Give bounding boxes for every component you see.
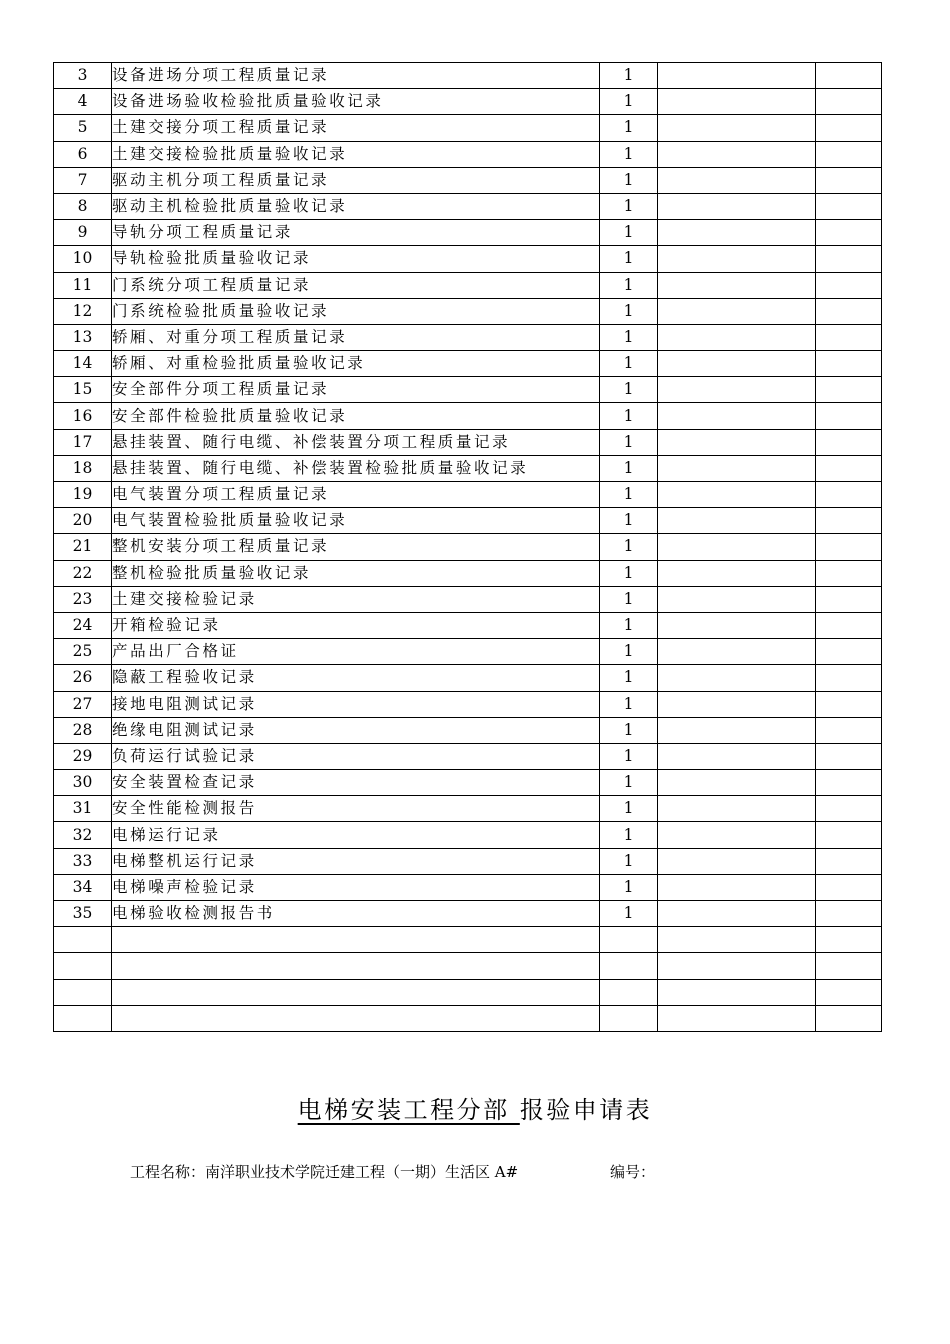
record-name-cell xyxy=(112,1005,600,1031)
blank-cell xyxy=(658,717,816,743)
table-row xyxy=(54,665,882,691)
remarks-cell xyxy=(816,482,882,508)
quantity-cell: 1 xyxy=(600,429,658,455)
table-row xyxy=(54,822,882,848)
row-number-cell xyxy=(54,953,112,979)
quantity-cell: 1 xyxy=(600,455,658,481)
row-number-cell: 31 xyxy=(54,796,112,822)
table-row xyxy=(54,351,882,377)
record-name-cell: 门系统分项工程质量记录 xyxy=(112,272,600,298)
blank-cell xyxy=(658,455,816,481)
row-number-cell: 10 xyxy=(54,246,112,272)
project-name-label: 工程名称： xyxy=(130,1163,206,1181)
record-name-cell: 电梯验收检测报告书 xyxy=(112,901,600,927)
table-row xyxy=(54,586,882,612)
blank-cell xyxy=(658,874,816,900)
row-number-cell: 27 xyxy=(54,691,112,717)
table-row xyxy=(54,560,882,586)
blank-cell xyxy=(658,377,816,403)
record-name-cell: 接地电阻测试记录 xyxy=(112,691,600,717)
table-row xyxy=(54,717,882,743)
row-number-cell: 30 xyxy=(54,770,112,796)
row-number-cell: 11 xyxy=(54,272,112,298)
row-number-cell: 29 xyxy=(54,743,112,769)
remarks-cell xyxy=(816,796,882,822)
remarks-cell xyxy=(816,220,882,246)
quantity-cell: 1 xyxy=(600,560,658,586)
blank-cell xyxy=(658,665,816,691)
remarks-cell xyxy=(816,874,882,900)
table-row xyxy=(54,272,882,298)
row-number-cell: 19 xyxy=(54,482,112,508)
table-row xyxy=(54,691,882,717)
quantity-cell: 1 xyxy=(600,770,658,796)
blank-cell xyxy=(658,927,816,953)
record-name-cell: 电气装置分项工程质量记录 xyxy=(112,482,600,508)
remarks-cell xyxy=(816,953,882,979)
row-number-cell: 13 xyxy=(54,324,112,350)
remarks-cell xyxy=(816,822,882,848)
table-row xyxy=(54,429,882,455)
remarks-cell xyxy=(816,455,882,481)
record-name-cell xyxy=(112,979,600,1005)
table-row xyxy=(54,167,882,193)
record-name-cell: 土建交接检验记录 xyxy=(112,586,600,612)
quantity-cell xyxy=(600,1005,658,1031)
blank-cell xyxy=(658,822,816,848)
remarks-cell xyxy=(816,639,882,665)
table-row xyxy=(54,403,882,429)
table-row xyxy=(54,63,882,89)
blank-cell xyxy=(658,770,816,796)
blank-cell xyxy=(658,901,816,927)
quantity-cell xyxy=(600,953,658,979)
row-number-cell: 18 xyxy=(54,455,112,481)
row-number-cell: 25 xyxy=(54,639,112,665)
quantity-cell: 1 xyxy=(600,272,658,298)
remarks-cell xyxy=(816,927,882,953)
remarks-cell xyxy=(816,691,882,717)
form-title-rest: 报验申请表 xyxy=(519,1096,653,1124)
quantity-cell: 1 xyxy=(600,193,658,219)
remarks-cell xyxy=(816,848,882,874)
quantity-cell: 1 xyxy=(600,324,658,350)
blank-cell xyxy=(658,220,816,246)
table-row xyxy=(54,953,882,979)
table-row xyxy=(54,874,882,900)
blank-cell xyxy=(658,1005,816,1031)
record-name-cell: 电气装置检验批质量验收记录 xyxy=(112,508,600,534)
remarks-cell xyxy=(816,1005,882,1031)
table-row xyxy=(54,246,882,272)
quantity-cell: 1 xyxy=(600,482,658,508)
quantity-cell: 1 xyxy=(600,351,658,377)
row-number-cell: 5 xyxy=(54,115,112,141)
table-row xyxy=(54,927,882,953)
record-name-cell: 驱动主机检验批质量验收记录 xyxy=(112,193,600,219)
quantity-cell: 1 xyxy=(600,717,658,743)
records-table-body xyxy=(54,63,882,1032)
table-row xyxy=(54,534,882,560)
quantity-cell: 1 xyxy=(600,665,658,691)
table-row xyxy=(54,455,882,481)
remarks-cell xyxy=(816,403,882,429)
table-row xyxy=(54,298,882,324)
blank-cell xyxy=(658,246,816,272)
record-name-cell: 开箱检验记录 xyxy=(112,612,600,638)
remarks-cell xyxy=(816,89,882,115)
row-number-cell: 12 xyxy=(54,298,112,324)
table-row xyxy=(54,901,882,927)
row-number-cell: 8 xyxy=(54,193,112,219)
record-name-cell: 轿厢、对重检验批质量验收记录 xyxy=(112,351,600,377)
blank-cell xyxy=(658,115,816,141)
remarks-cell xyxy=(816,612,882,638)
quantity-cell: 1 xyxy=(600,220,658,246)
record-name-cell: 负荷运行试验记录 xyxy=(112,743,600,769)
table-row xyxy=(54,848,882,874)
quantity-cell: 1 xyxy=(600,848,658,874)
remarks-cell xyxy=(816,115,882,141)
row-number-cell xyxy=(54,927,112,953)
blank-cell xyxy=(658,586,816,612)
remarks-cell xyxy=(816,351,882,377)
record-name-cell: 门系统检验批质量验收记录 xyxy=(112,298,600,324)
table-row xyxy=(54,508,882,534)
blank-cell xyxy=(658,796,816,822)
remarks-cell xyxy=(816,324,882,350)
row-number-cell: 26 xyxy=(54,665,112,691)
record-name-cell: 安全部件分项工程质量记录 xyxy=(112,377,600,403)
row-number-cell xyxy=(54,979,112,1005)
row-number-cell: 24 xyxy=(54,612,112,638)
remarks-cell xyxy=(816,167,882,193)
remarks-cell xyxy=(816,717,882,743)
quantity-cell: 1 xyxy=(600,586,658,612)
record-name-cell: 土建交接检验批质量验收记录 xyxy=(112,141,600,167)
row-number-cell: 17 xyxy=(54,429,112,455)
quantity-cell: 1 xyxy=(600,63,658,89)
record-name-cell: 安全装置检查记录 xyxy=(112,770,600,796)
blank-cell xyxy=(658,639,816,665)
records-table xyxy=(53,62,882,1032)
table-row xyxy=(54,115,882,141)
blank-cell xyxy=(658,953,816,979)
form-title-underlined: 电梯安装工程分部 xyxy=(297,1096,520,1124)
project-name-value: 南洋职业技术学院迁建工程（一期）生活区 A# xyxy=(205,1163,519,1181)
table-row xyxy=(54,89,882,115)
row-number-cell: 16 xyxy=(54,403,112,429)
quantity-cell: 1 xyxy=(600,822,658,848)
table-row xyxy=(54,324,882,350)
serial-number-label: 编号： xyxy=(610,1163,656,1181)
row-number-cell: 33 xyxy=(54,848,112,874)
record-name-cell: 土建交接分项工程质量记录 xyxy=(112,115,600,141)
record-name-cell: 设备进场分项工程质量记录 xyxy=(112,63,600,89)
quantity-cell: 1 xyxy=(600,612,658,638)
remarks-cell xyxy=(816,429,882,455)
blank-cell xyxy=(658,63,816,89)
record-name-cell: 导轨分项工程质量记录 xyxy=(112,220,600,246)
table-row xyxy=(54,1005,882,1031)
row-number-cell: 7 xyxy=(54,167,112,193)
record-name-cell xyxy=(112,953,600,979)
record-name-cell: 驱动主机分项工程质量记录 xyxy=(112,167,600,193)
quantity-cell: 1 xyxy=(600,901,658,927)
remarks-cell xyxy=(816,586,882,612)
blank-cell xyxy=(658,612,816,638)
quantity-cell xyxy=(600,927,658,953)
remarks-cell xyxy=(816,901,882,927)
row-number-cell: 14 xyxy=(54,351,112,377)
quantity-cell xyxy=(600,979,658,1005)
row-number-cell: 22 xyxy=(54,560,112,586)
record-name-cell: 隐蔽工程验收记录 xyxy=(112,665,600,691)
record-name-cell: 安全性能检测报告 xyxy=(112,796,600,822)
blank-cell xyxy=(658,482,816,508)
record-name-cell: 悬挂装置、随行电缆、补偿装置分项工程质量记录 xyxy=(112,429,600,455)
record-name-cell: 产品出厂合格证 xyxy=(112,639,600,665)
remarks-cell xyxy=(816,272,882,298)
table-row xyxy=(54,796,882,822)
row-number-cell xyxy=(54,1005,112,1031)
table-row xyxy=(54,612,882,638)
row-number-cell: 9 xyxy=(54,220,112,246)
form-title xyxy=(0,1090,950,1125)
quantity-cell: 1 xyxy=(600,639,658,665)
record-name-cell: 绝缘电阻测试记录 xyxy=(112,717,600,743)
remarks-cell xyxy=(816,246,882,272)
remarks-cell xyxy=(816,979,882,1005)
record-name-cell xyxy=(112,927,600,953)
row-number-cell: 32 xyxy=(54,822,112,848)
blank-cell xyxy=(658,141,816,167)
remarks-cell xyxy=(816,560,882,586)
remarks-cell xyxy=(816,141,882,167)
blank-cell xyxy=(658,403,816,429)
table-row xyxy=(54,193,882,219)
quantity-cell: 1 xyxy=(600,377,658,403)
record-name-cell: 设备进场验收检验批质量验收记录 xyxy=(112,89,600,115)
quantity-cell: 1 xyxy=(600,743,658,769)
record-name-cell: 悬挂装置、随行电缆、补偿装置检验批质量验收记录 xyxy=(112,455,600,481)
quantity-cell: 1 xyxy=(600,298,658,324)
record-name-cell: 电梯运行记录 xyxy=(112,822,600,848)
quantity-cell: 1 xyxy=(600,508,658,534)
record-name-cell: 整机检验批质量验收记录 xyxy=(112,560,600,586)
quantity-cell: 1 xyxy=(600,89,658,115)
row-number-cell: 23 xyxy=(54,586,112,612)
remarks-cell xyxy=(816,63,882,89)
blank-cell xyxy=(658,429,816,455)
remarks-cell xyxy=(816,298,882,324)
record-name-cell: 安全部件检验批质量验收记录 xyxy=(112,403,600,429)
blank-cell xyxy=(658,979,816,1005)
blank-cell xyxy=(658,89,816,115)
blank-cell xyxy=(658,534,816,560)
record-name-cell: 电梯整机运行记录 xyxy=(112,848,600,874)
row-number-cell: 4 xyxy=(54,89,112,115)
quantity-cell: 1 xyxy=(600,534,658,560)
table-row xyxy=(54,220,882,246)
row-number-cell: 15 xyxy=(54,377,112,403)
quantity-cell: 1 xyxy=(600,691,658,717)
quantity-cell: 1 xyxy=(600,403,658,429)
quantity-cell: 1 xyxy=(600,246,658,272)
blank-cell xyxy=(658,743,816,769)
quantity-cell: 1 xyxy=(600,874,658,900)
row-number-cell: 20 xyxy=(54,508,112,534)
table-row xyxy=(54,141,882,167)
blank-cell xyxy=(658,324,816,350)
blank-cell xyxy=(658,691,816,717)
remarks-cell xyxy=(816,534,882,560)
blank-cell xyxy=(658,560,816,586)
blank-cell xyxy=(658,508,816,534)
record-name-cell: 整机安装分项工程质量记录 xyxy=(112,534,600,560)
blank-cell xyxy=(658,272,816,298)
remarks-cell xyxy=(816,665,882,691)
blank-cell xyxy=(658,167,816,193)
record-name-cell: 电梯噪声检验记录 xyxy=(112,874,600,900)
project-name-line xyxy=(130,1161,518,1182)
row-number-cell: 21 xyxy=(54,534,112,560)
remarks-cell xyxy=(816,770,882,796)
quantity-cell: 1 xyxy=(600,115,658,141)
record-name-cell: 导轨检验批质量验收记录 xyxy=(112,246,600,272)
quantity-cell: 1 xyxy=(600,167,658,193)
blank-cell xyxy=(658,193,816,219)
blank-cell xyxy=(658,298,816,324)
blank-cell xyxy=(658,848,816,874)
row-number-cell: 34 xyxy=(54,874,112,900)
row-number-cell: 3 xyxy=(54,63,112,89)
table-row xyxy=(54,377,882,403)
table-row xyxy=(54,482,882,508)
remarks-cell xyxy=(816,508,882,534)
table-row xyxy=(54,743,882,769)
remarks-cell xyxy=(816,193,882,219)
table-row xyxy=(54,770,882,796)
table-row xyxy=(54,639,882,665)
remarks-cell xyxy=(816,377,882,403)
remarks-cell xyxy=(816,743,882,769)
row-number-cell: 6 xyxy=(54,141,112,167)
quantity-cell: 1 xyxy=(600,796,658,822)
blank-cell xyxy=(658,351,816,377)
table-row xyxy=(54,979,882,1005)
record-name-cell: 轿厢、对重分项工程质量记录 xyxy=(112,324,600,350)
row-number-cell: 28 xyxy=(54,717,112,743)
quantity-cell: 1 xyxy=(600,141,658,167)
row-number-cell: 35 xyxy=(54,901,112,927)
